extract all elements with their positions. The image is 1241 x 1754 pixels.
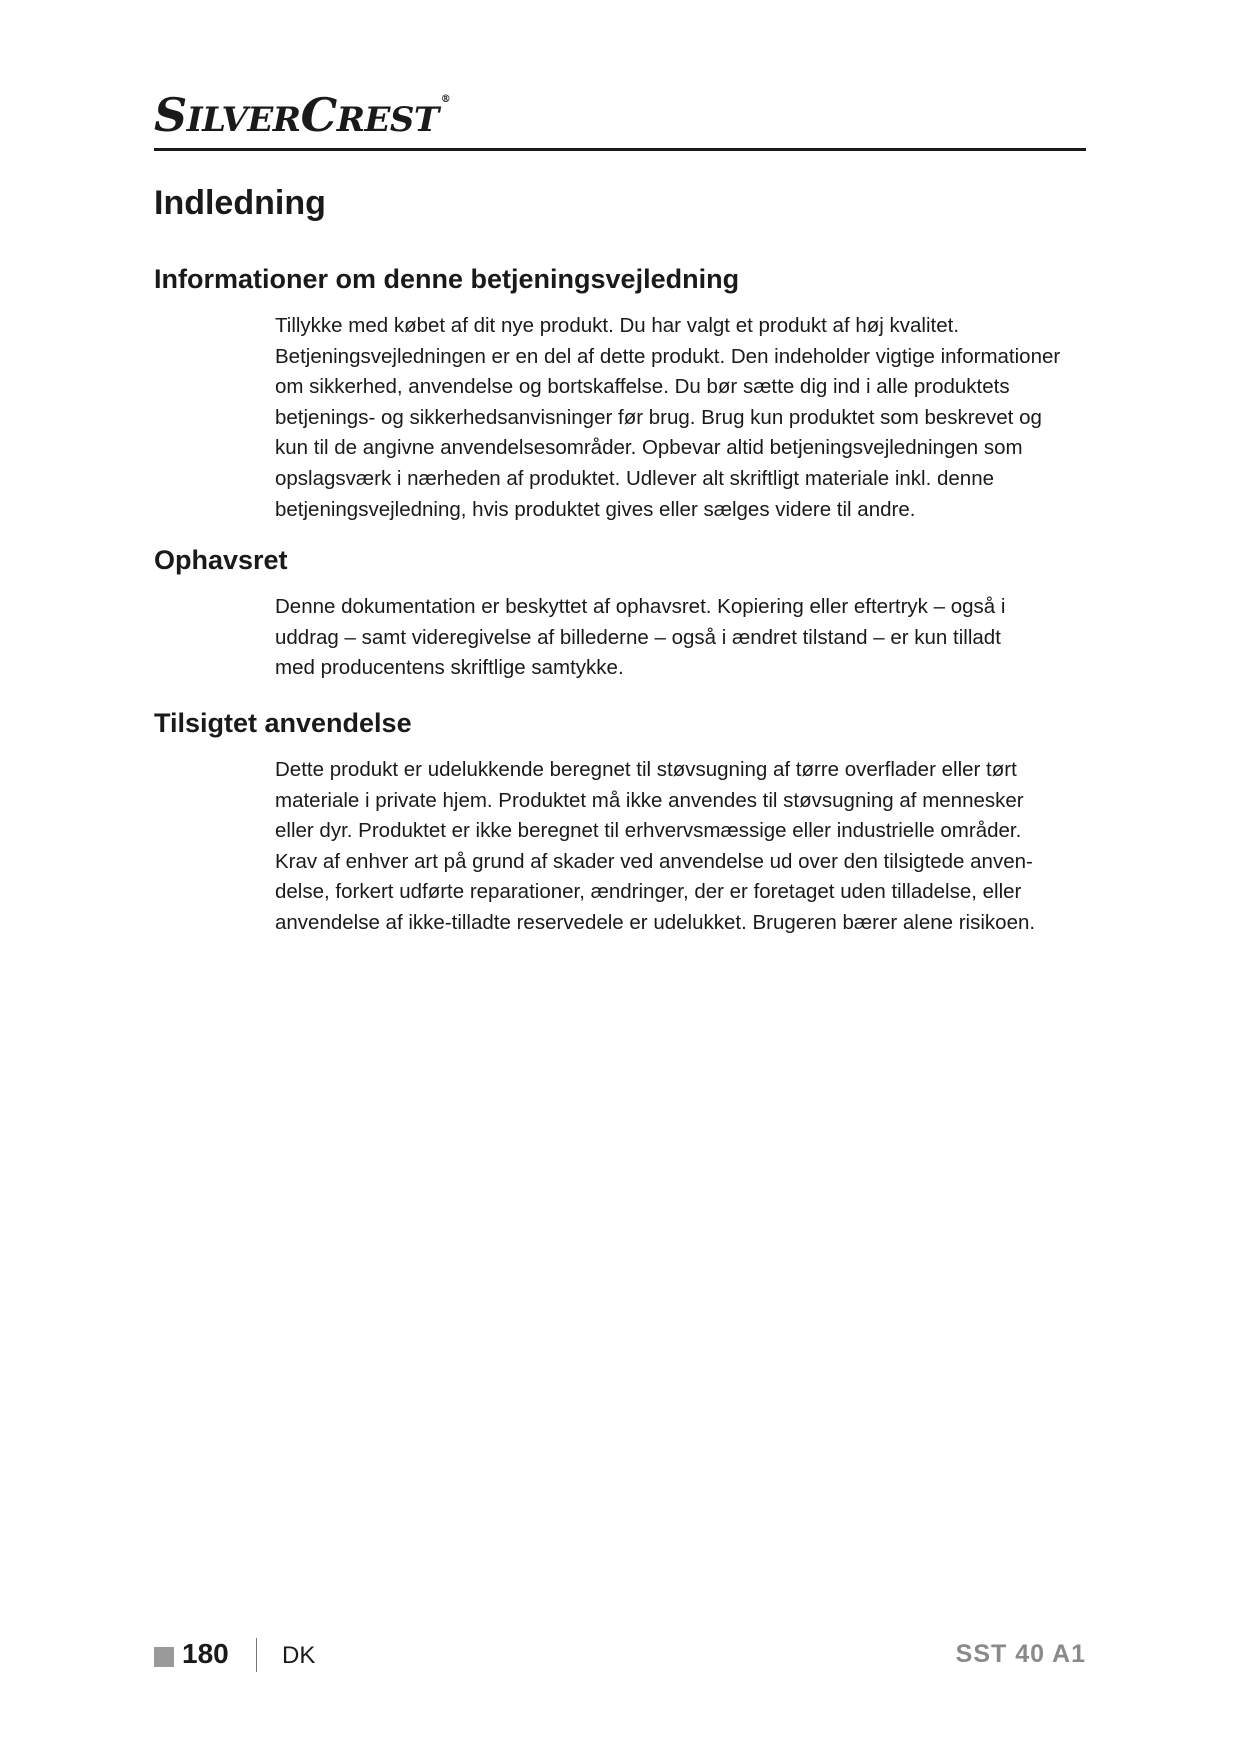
section-body-copyright [275, 592, 1095, 684]
section-heading-copyright: Ophavsret [154, 545, 288, 575]
page-number: 180 [182, 1638, 229, 1669]
text-line: eller dyr. Produktet er ikke beregnet til erhvervsmæssige eller industrielle områder. [275, 819, 1022, 843]
section-heading-intended-use: Tilsigtet anvendelse [154, 708, 412, 738]
page-footer [154, 1636, 1086, 1676]
text-line: kun til de angivne anvendelsesområder. Opbevar altid betjeningsvejledningen som [275, 436, 1023, 460]
text-line: Krav af enhver art på grund af skader ved anvendelse ud over den tilsigtede anven- [275, 849, 1033, 873]
text-line: med producentens skriftlige samtykke. [275, 656, 624, 680]
footer-divider [256, 1638, 257, 1672]
header-rule [154, 148, 1086, 151]
language-code: DK [282, 1642, 316, 1669]
text-line: materiale i private hjem. Produktet må ikke anvendes til støvsugning af mennesker [275, 788, 1024, 812]
model-number: SST 40 A1 [955, 1640, 1086, 1668]
text-line: opslagsværk i nærheden af produktet. Udlever alt skriftligt materiale inkl. denne [275, 466, 994, 490]
text-line: betjenings- og sikkerhedsanvisninger før brug. Brug kun produktet som beskrevet og [275, 405, 1042, 429]
section-body-information [275, 311, 1095, 525]
text-line: om sikkerhed, anvendelse og bortskaffelse. Du bør sætte dig ind i alle produktets [275, 375, 1010, 399]
text-line: anvendelse af ikke-tilladte reservedele er udelukket. Brugeren bærer alene risikoen. [275, 910, 1036, 934]
page-title: Indledning [154, 184, 326, 222]
text-line: Tillykke med købet af dit nye produkt. Du har valgt et produkt af høj kvalitet. [275, 314, 960, 337]
text-line: Dette produkt er udelukkende beregnet til støvsugning af tørre overflader eller tørt [275, 758, 1017, 781]
text-line: uddrag – samt videregivelse af billederne – også i ændret tilstand – er kun tilladt [275, 625, 1001, 649]
text-line: Denne dokumentation er beskyttet af ophavsret. Kopiering eller eftertryk – også i [275, 595, 1006, 618]
footer-square-icon [154, 1647, 174, 1667]
section-heading-information: Informationer om denne betjeningsvejledning [154, 264, 740, 294]
text-line: betjeningsvejledning, hvis produktet gives eller sælges videre til andre. [275, 497, 916, 521]
text-line: delse, forkert udførte reparationer, ændringer, der er foretaget uden tilladelse, eller [275, 880, 1022, 904]
text-line: Betjeningsvejledningen er en del af dette produkt. Den indeholder vigtige informationer [275, 344, 1061, 368]
brand-logo: SILVERCREST® [154, 88, 451, 142]
section-body-intended-use [275, 755, 1095, 939]
